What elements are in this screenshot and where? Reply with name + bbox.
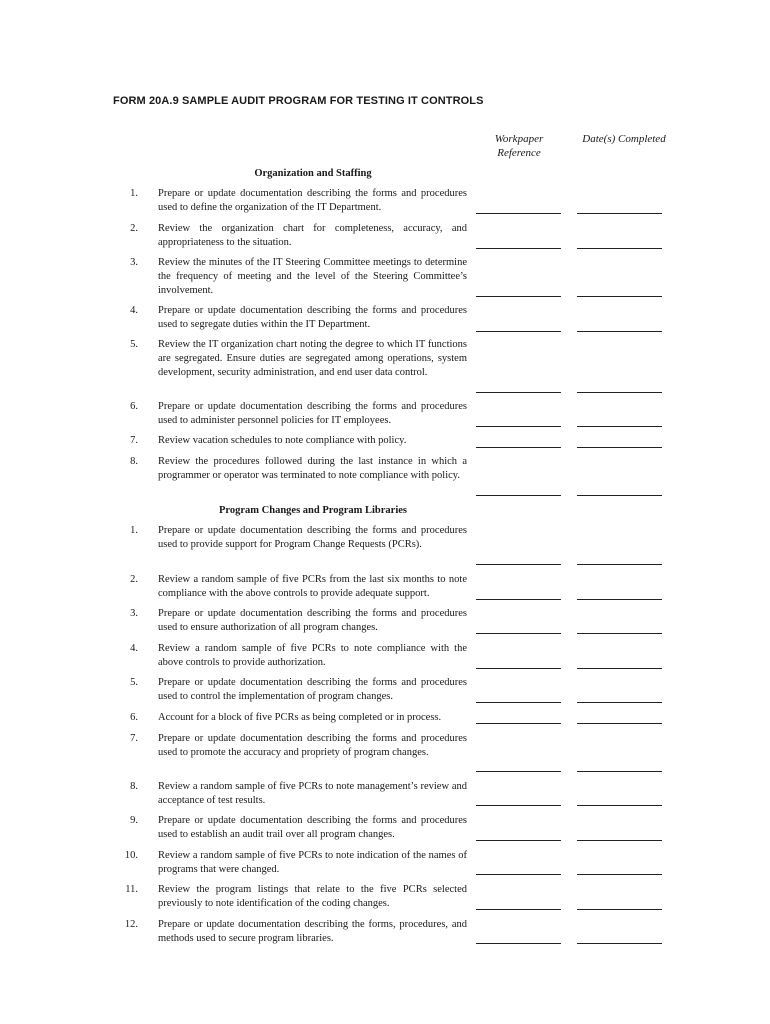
item-number: 8. [130,781,138,792]
date-completed-line[interactable] [577,392,662,393]
form-title: FORM 20A.9 SAMPLE AUDIT PROGRAM FOR TESTING IT CONTROLS [113,95,484,107]
date-completed-line[interactable] [577,633,662,634]
date-completed-line[interactable] [577,426,662,427]
workpaper-reference-line[interactable] [476,805,561,806]
item-text: Review vacation schedules to note compliance with policy. [158,435,407,446]
workpaper-reference-line[interactable] [476,392,561,393]
date-completed-line[interactable] [577,248,662,249]
workpaper-reference-line[interactable] [476,331,561,332]
workpaper-reference-line[interactable] [476,633,561,634]
section-heading-program-changes: Program Changes and Program Libraries [218,505,407,516]
date-completed-line[interactable] [577,723,662,724]
item-text: Review the IT organization chart noting the degree to which IT functions are segregated. Ensure duties are segregated among operations, system development, security administration, and end user data control. [158,339,467,378]
workpaper-reference-line[interactable] [476,447,561,448]
item-text: Prepare or update documentation describing the forms and procedures used to administer personnel policies for IT employees. [158,401,467,426]
workpaper-reference-header [476,132,562,160]
item-text: Review a random sample of five PCRs to note management’s review and acceptance of test results. [158,781,467,806]
item-text: Review a random sample of five PCRs from the last six months to note compliance with the above controls to provide adequate support. [158,574,467,599]
date-completed-line[interactable] [577,495,662,496]
item-number: 11. [125,884,138,895]
date-completed-line[interactable] [577,599,662,600]
item-text: Account for a block of five PCRs as being completed or in process. [158,712,442,723]
item-text: Prepare or update documentation describing the forms and procedures used to define the organization of the IT Department. [158,188,467,213]
date-completed-line[interactable] [577,840,662,841]
workpaper-reference-line[interactable] [476,668,561,669]
workpaper-reference-line[interactable] [476,248,561,249]
workpaper-reference-line[interactable] [476,599,561,600]
section-heading-organization: Organization and Staffing [254,168,372,179]
date-completed-line[interactable] [577,668,662,669]
item-text: Prepare or update documentation describing the forms and procedures used to ensure authorization of all program changes. [158,608,467,633]
date-completed-line[interactable] [577,771,662,772]
item-number: 9. [130,815,138,826]
item-number: 7. [130,435,138,446]
item-number: 5. [130,339,138,350]
item-text: Prepare or update documentation describing the forms and procedures used to establish an audit trail over all program changes. [158,815,467,840]
workpaper-reference-line[interactable] [476,296,561,297]
item-text: Review the program listings that relate to the five PCRs selected previously to note identification of the coding changes. [158,884,467,909]
date-completed-line[interactable] [577,447,662,448]
item-text: Prepare or update documentation describing the forms and procedures used to promote the accuracy and propriety of program changes. [158,733,467,758]
workpaper-reference-line[interactable] [476,213,561,214]
item-text: Prepare or update documentation describing the forms and procedures used to segregate duties within the IT Department. [158,305,467,330]
item-text: Prepare or update documentation describing the forms, procedures, and methods used to secure program libraries. [158,919,467,944]
workpaper-header-line2: Reference [497,147,541,159]
item-text: Review a random sample of five PCRs to note compliance with the above controls to provide authorization. [158,643,467,668]
item-number: 4. [130,305,138,316]
date-completed-line[interactable] [577,564,662,565]
item-text: Review a random sample of five PCRs to note indication of the names of programs that were changed. [158,850,467,875]
workpaper-reference-line[interactable] [476,702,561,703]
dates-completed-header: Date(s) Completed [582,133,666,145]
workpaper-reference-line[interactable] [476,723,561,724]
item-number: 3. [130,608,138,619]
date-completed-line[interactable] [577,943,662,944]
date-completed-line[interactable] [577,702,662,703]
item-number: 2. [130,223,138,234]
date-completed-line[interactable] [577,805,662,806]
item-number: 8. [130,456,138,467]
item-number: 1. [130,188,138,199]
date-completed-line[interactable] [577,874,662,875]
workpaper-reference-line[interactable] [476,771,561,772]
item-number: 12. [124,919,138,930]
item-text: Prepare or update documentation describing the forms and procedures used to control the implementation of program changes. [158,677,467,702]
item-text: Review the procedures followed during the last instance in which a programmer or operator was terminated to note compliance with policy. [158,456,467,481]
item-number: 5. [130,677,138,688]
date-completed-line[interactable] [577,296,662,297]
workpaper-reference-line[interactable] [476,840,561,841]
item-text: Review the organization chart for completeness, accuracy, and appropriateness to the situation. [158,223,467,248]
item-text: Review the minutes of the IT Steering Committee meetings to determine the frequency of meeting and the level of the Steering Committee’s involvement. [158,257,467,296]
item-number: 4. [130,643,138,654]
item-number: 6. [130,712,138,723]
date-completed-line[interactable] [577,909,662,910]
item-number: 2. [130,574,138,585]
item-text: Prepare or update documentation describing the forms and procedures used to provide support for Program Change Requests (PCRs). [158,525,467,550]
item-number: 6. [130,401,138,412]
item-number: 7. [130,733,138,744]
workpaper-reference-line[interactable] [476,943,561,944]
item-number: 1. [130,525,138,536]
item-number: 3. [130,257,138,268]
date-completed-line[interactable] [577,331,662,332]
date-completed-line[interactable] [577,213,662,214]
workpaper-reference-line[interactable] [476,564,561,565]
workpaper-reference-line[interactable] [476,426,561,427]
workpaper-reference-line[interactable] [476,495,561,496]
workpaper-header-line1: Workpaper [494,133,544,145]
item-number: 10. [124,850,138,861]
workpaper-reference-line[interactable] [476,874,561,875]
workpaper-reference-line[interactable] [476,909,561,910]
